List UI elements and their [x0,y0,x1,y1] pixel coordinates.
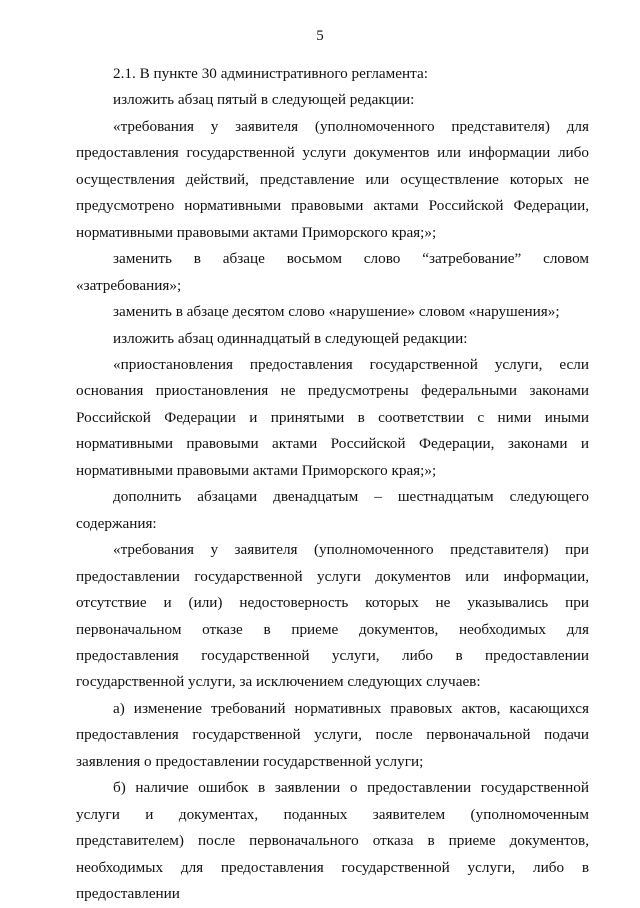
paragraph-instruction-tenth: заменить в абзаце десятом слово «нарушение» словом «нарушения»; [113,303,560,321]
paragraph-case-a: а) изменение требований нормативных правовых актов, касающихся предоставления государственной услуги, после первоначальной подачи заявления о предоставлении государственной услуги; [76,699,589,770]
paragraph-quote-twelfth: «требования у заявителя (уполномоченного представителя) при предоставлении государственной услуги документов или информации, отсутствие и (или) недостоверность которых не указывались при первоначальном отказе в приеме документов, необходимых для предоставления государственной услуги, либо в предоставлении государственной услуги, за исключением следующих случаев: [76,541,589,691]
page-number: 5 [316,28,324,44]
paragraph-item-amendment-heading: 2.1. В пункте 30 административного регламента: [113,65,428,82]
paragraph-quote-eleventh: «приостановления предоставления государственной услуги, если основания приостановления не предусмотрены федеральными законами Российской Федерации и принятыми в соответствии с ними иными нормативными правовыми актами Российской Федерации, законами и нормативными правовыми актами Приморского края;»; [76,355,589,479]
paragraph-instruction-fifth: изложить абзац пятый в следующей редакции: [113,91,415,109]
document-body [76,61,589,908]
paragraph-instruction-eighth: заменить в абзаце восьмом слово “затребование” словом «затребования»; [76,250,589,294]
paragraph-case-b: б) наличие ошибок в заявлении о предоставлении государственной услуги и документах, поданных заявителем (уполномоченным представителем) после первоначального отказа в приеме документов, необходимых для предоставления государственной услуги, либо в предоставлении [76,779,589,903]
paragraph-instruction-eleventh: изложить абзац одиннадцатый в следующей редакции: [113,329,468,347]
paragraph-quote-fifth: «требования у заявителя (уполномоченного представителя) для предоставления государственной услуги документов или информации либо осуществления действий, представление или осуществление которых не предусмотрено нормативными правовыми актами Российской Федерации, нормативными правовыми актами Приморского края;»; [76,117,589,241]
paragraph-instruction-supplement: дополнить абзацами двенадцатым – шестнадцатым следующего содержания: [76,488,589,532]
